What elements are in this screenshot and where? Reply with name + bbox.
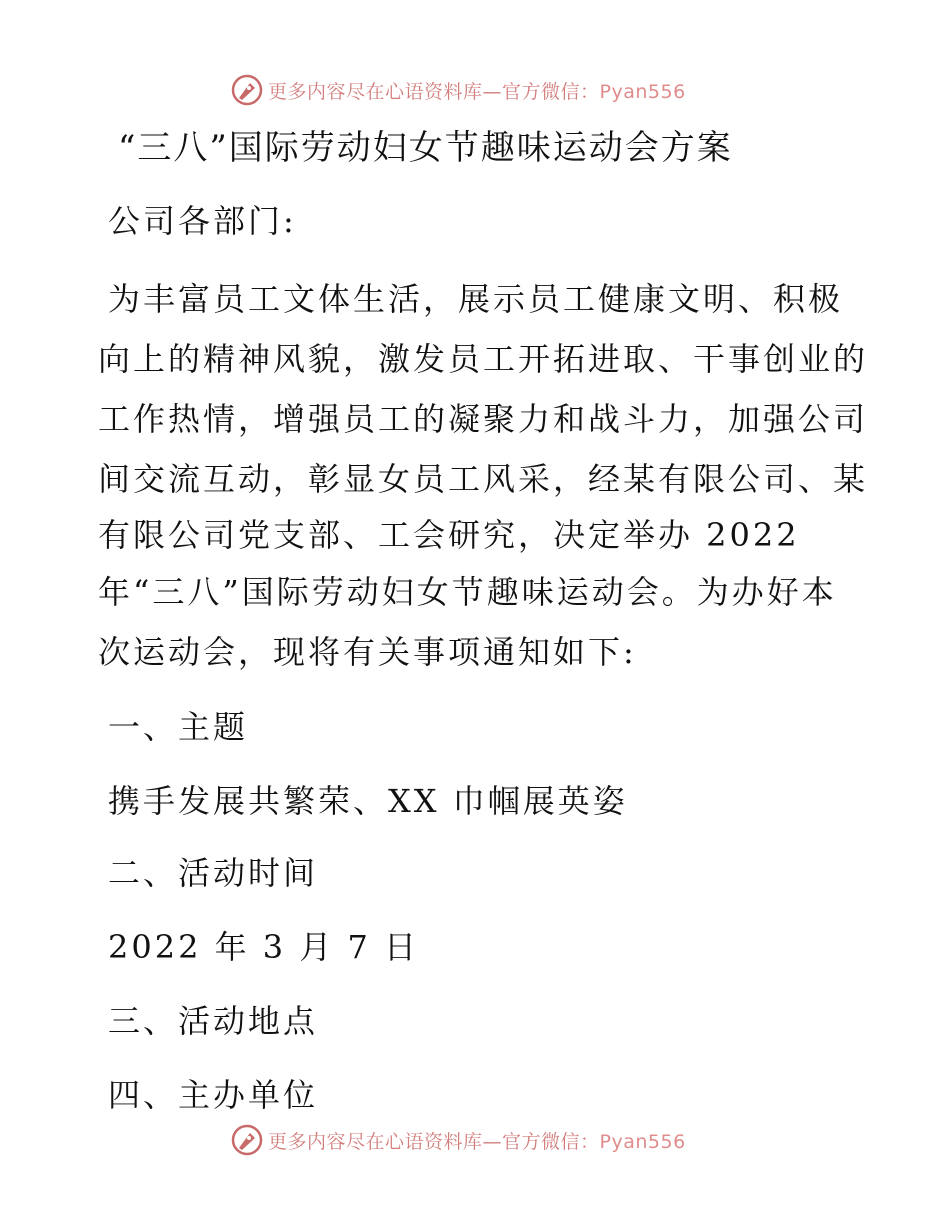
intro-line: 有限公司党支部、工会研究，决定举办 2022 [98, 516, 800, 554]
intro-line: 年“三八”国际劳动妇女节趣味运动会。为办好本 [98, 573, 837, 611]
salutation: 公司各部门: [108, 202, 297, 240]
watermark-banner-bottom [230, 1122, 686, 1158]
watermark-handle: Pyan556 [599, 80, 686, 103]
watermark-text [268, 1127, 686, 1154]
watermark-banner-top [230, 72, 686, 108]
section-heading-time: 二、活动时间 [108, 854, 319, 892]
pen-nib-logo-icon [230, 73, 264, 107]
watermark-text [268, 77, 686, 104]
intro-line: 向上的精神风貌，激发员工开拓进取、干事创业的 [98, 340, 869, 378]
intro-line: 为丰富员工文体生活，展示员工健康文明、积极 [108, 280, 844, 318]
intro-line: 间交流互动，彰显女员工风采，经某有限公司、某 [98, 460, 869, 498]
pen-nib-logo-icon [230, 1123, 264, 1157]
watermark-handle: Pyan556 [599, 1130, 686, 1153]
document-title: “三八”国际劳动妇女节趣味运动会方案 [118, 128, 733, 168]
watermark-label: 更多内容尽在心语资料库—官方微信： [268, 80, 600, 103]
watermark-label: 更多内容尽在心语资料库—官方微信： [268, 1130, 600, 1153]
intro-line: 工作热情，增强员工的凝聚力和战斗力，加强公司 [98, 400, 869, 438]
section-heading-theme: 一、主题 [108, 708, 249, 746]
section-body-time: 2022 年 3 月 7 日 [108, 928, 420, 966]
intro-line: 次运动会，现将有关事项通知如下: [98, 633, 637, 671]
section-heading-organizer: 四、主办单位 [108, 1076, 319, 1114]
section-body-theme: 携手发展共繁荣、XX 巾帼展英姿 [108, 782, 628, 820]
section-heading-location: 三、活动地点 [108, 1002, 319, 1040]
